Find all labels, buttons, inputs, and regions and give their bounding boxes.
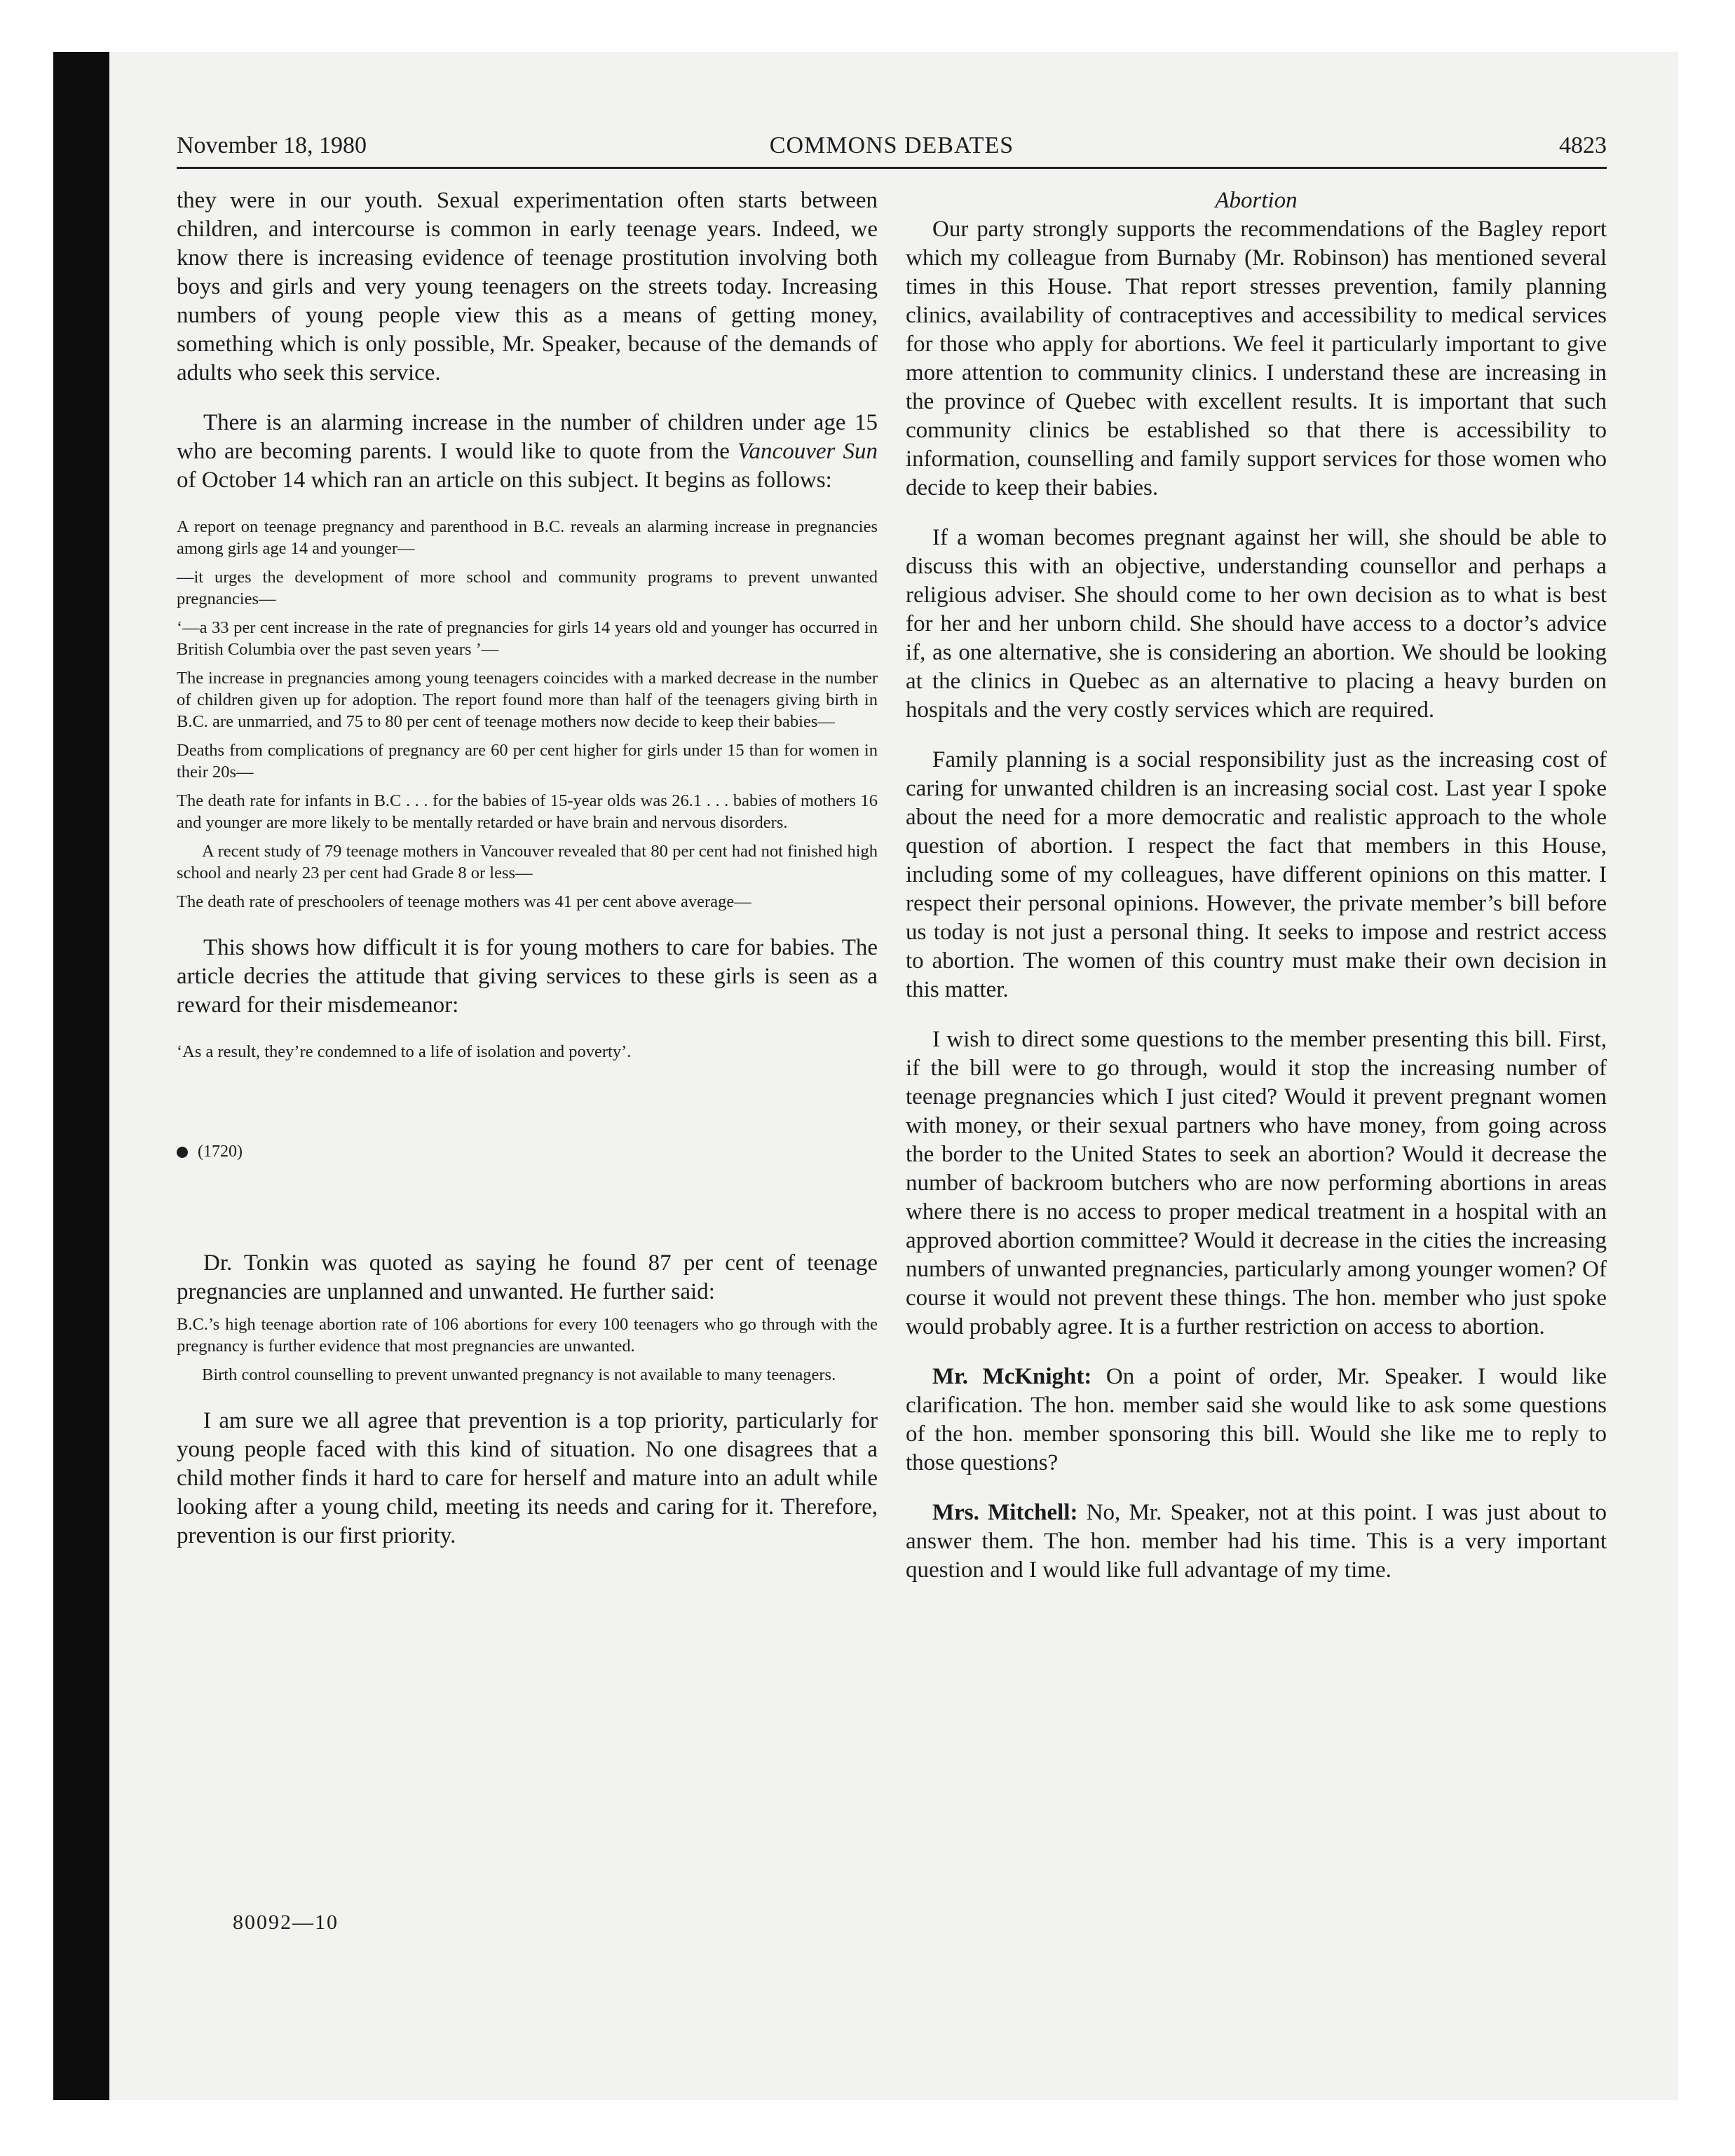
quoted-passage: ‘As a result, they’re condemned to a life of isolation and poverty’.	[177, 1042, 632, 1061]
quoted-passage: ‘—a 33 per cent increase in the rate of pregnancies for girls 14 years old and younger has occurred in British Columbia over the past seven years ’—	[177, 618, 878, 659]
time-marker-text: (1720)	[198, 1142, 243, 1161]
left-column	[177, 186, 878, 1550]
quoted-passage: A recent study of 79 teenage mothers in Vancouver revealed that 80 per cent had not finished high school and nearly 23 per cent had Grade 8 or less—	[177, 842, 878, 882]
paragraph: Dr. Tonkin was quoted as saying he found 87 per cent of teenage pregnancies are unplanned and unwanted. He further said:	[177, 1250, 878, 1304]
time-marker	[177, 1141, 878, 1162]
paragraph	[177, 409, 878, 495]
speaker-name: Mr. McKnight:	[932, 1364, 1092, 1389]
paragraph: Our party strongly supports the recommendations of the Bagley report which my colleague from Burnaby (Mr. Robinson) has mentioned several times in this House. That report stresses prevention, family planning clinics, availability of contraceptives and accessibility to medical services for those who apply for abortions. We feel it particularly important to give more attention to community clinics. I understand these are increasing in the province of Quebec with excellent results. It is important that such community clinics be established so that there is accessibility to information, counselling and family support services for those women who decide to keep their babies.	[906, 217, 1607, 500]
paragraph: I wish to direct some questions to the member presenting this bill. First, if the bill were to go through, would it stop the increasing number of teenage pregnancies which I just cited? Would it prevent pregnant women with money, or their sexual partners who have money, from going across the border to the United States to seek an abortion? Would it decrease the number of backroom butchers who are now performing abortions in areas where there is no access to proper medical treatment in a hospital with an approved abortion committee? Would it decrease in the cities the increasing numbers of unwanted pregnancies, particularly among younger women? Of course it would not prevent these things. The hon. member who just spoke would probably agree. It is a further restriction on access to abortion.	[906, 1027, 1607, 1339]
document-page	[177, 0, 1607, 2156]
paragraph-text: of October 14 which ran an article on this subject. It begins as follows:	[177, 468, 832, 493]
footer-code: 80092—10	[233, 1911, 339, 1934]
running-header	[177, 132, 1607, 169]
header-title: COMMONS DEBATES	[769, 132, 1014, 158]
quoted-passage: The death rate of preschoolers of teenage mothers was 41 per cent above average—	[177, 892, 751, 911]
paragraph	[906, 1499, 1607, 1585]
paragraph-text: On a point of order, Mr. Speaker. I would like clarification. The hon. member said she would like to ask some questions of the hon. member sponsoring this bill. Would she like me to reply to those questions?	[906, 1364, 1607, 1475]
paragraph: If a woman becomes pregnant against her will, she should be able to discuss this with an objective, understanding counsellor and perhaps a religious adviser. She should come to her own decision as to what is best for her and her unborn child. She should have access to a doctor’s advice if, as one alternative, she is considering an abortion. We should be looking at the clinics in Quebec as an alternative to placing a heavy burden on hospitals and the very costly services which are required.	[906, 525, 1607, 723]
paragraph: they were in our youth. Sexual experimentation often starts between children, and intercourse is common in early teenage years. Indeed, we know there is increasing evidence of teenage prostitution involving both boys and girls and very young teenagers on the streets today. Increasing numbers of young people view this as a means of getting money, something which is only possible, Mr. Speaker, because of the demands of adults who seek this service.	[177, 188, 878, 386]
speaker-name: Mrs. Mitchell:	[932, 1500, 1078, 1525]
paragraph	[906, 1363, 1607, 1478]
paragraph: This shows how difficult it is for young mothers to care for babies. The article decries the attitude that giving services to these girls is seen as a reward for their misdemeanor:	[177, 935, 878, 1018]
right-column	[906, 186, 1607, 1585]
header-date: November 18, 1980	[177, 132, 367, 158]
quoted-passage: B.C.’s high teenage abortion rate of 106 abortions for every 100 teenagers who go through with the pregnancy is further evidence that most pregnancies are unwanted.	[177, 1315, 878, 1356]
newspaper-title: Vancouver Sun	[737, 439, 878, 464]
quoted-passage: The increase in pregnancies among young teenagers coincides with a marked decrease in the number of children given up for adoption. The report found more than half of the teenagers giving birth in B.C. are unmarried, and 75 to 80 per cent of teenage mothers now decide to keep their babies—	[177, 669, 878, 731]
paragraph: Family planning is a social responsibility just as the increasing cost of caring for unwanted children is an increasing social cost. Last year I spoke about the need for a more democratic and realistic approach to the whole question of abortion. I respect the fact that members in this House, including some of my colleagues, have different opinions on this matter. I respect their personal opinions. However, the private member’s bill before us today is not just a personal thing. It seeks to impose and restrict access to abortion. The women of this country must make their own decision in this matter.	[906, 747, 1607, 1002]
section-heading: Abortion	[1215, 188, 1298, 213]
quoted-passage: —it urges the development of more school and community programs to prevent unwanted pregnancies—	[177, 568, 878, 608]
quoted-passage: Deaths from complications of pregnancy are 60 per cent higher for girls under 15 than for women in their 20s—	[177, 741, 878, 782]
paragraph: I am sure we all agree that prevention is a top priority, particularly for young people faced with this kind of situation. No one disagrees that a child mother finds it hard to care for herself and mature into an adult while looking after a young child, meeting its needs and caring for it. Therefore, prevention is our first priority.	[177, 1408, 878, 1548]
paragraph-text: There is an alarming increase in the number of children under age 15 who are becoming parents. I would like to quote from the	[177, 410, 878, 464]
paragraph-text: No, Mr. Speaker, not at this point. I was just about to answer them. The hon. member had his time. This is a very important question and I would like full advantage of my time.	[906, 1500, 1607, 1583]
header-page-number: 4823	[1559, 132, 1607, 158]
scan-binding-edge	[53, 52, 109, 2100]
quoted-passage: The death rate for infants in B.C . . . for the babies of 15-year olds was 26.1 . . . babies of mothers 16 and younger are more likely to be mentally retarded or have brain and nervous disorders.	[177, 791, 878, 832]
bullet-icon	[177, 1147, 188, 1158]
quoted-passage: Birth control counselling to prevent unwanted pregnancy is not available to many teenagers.	[202, 1365, 836, 1384]
quoted-passage: A report on teenage pregnancy and parenthood in B.C. reveals an alarming increase in pregnancies among girls age 14 and younger—	[177, 517, 878, 558]
